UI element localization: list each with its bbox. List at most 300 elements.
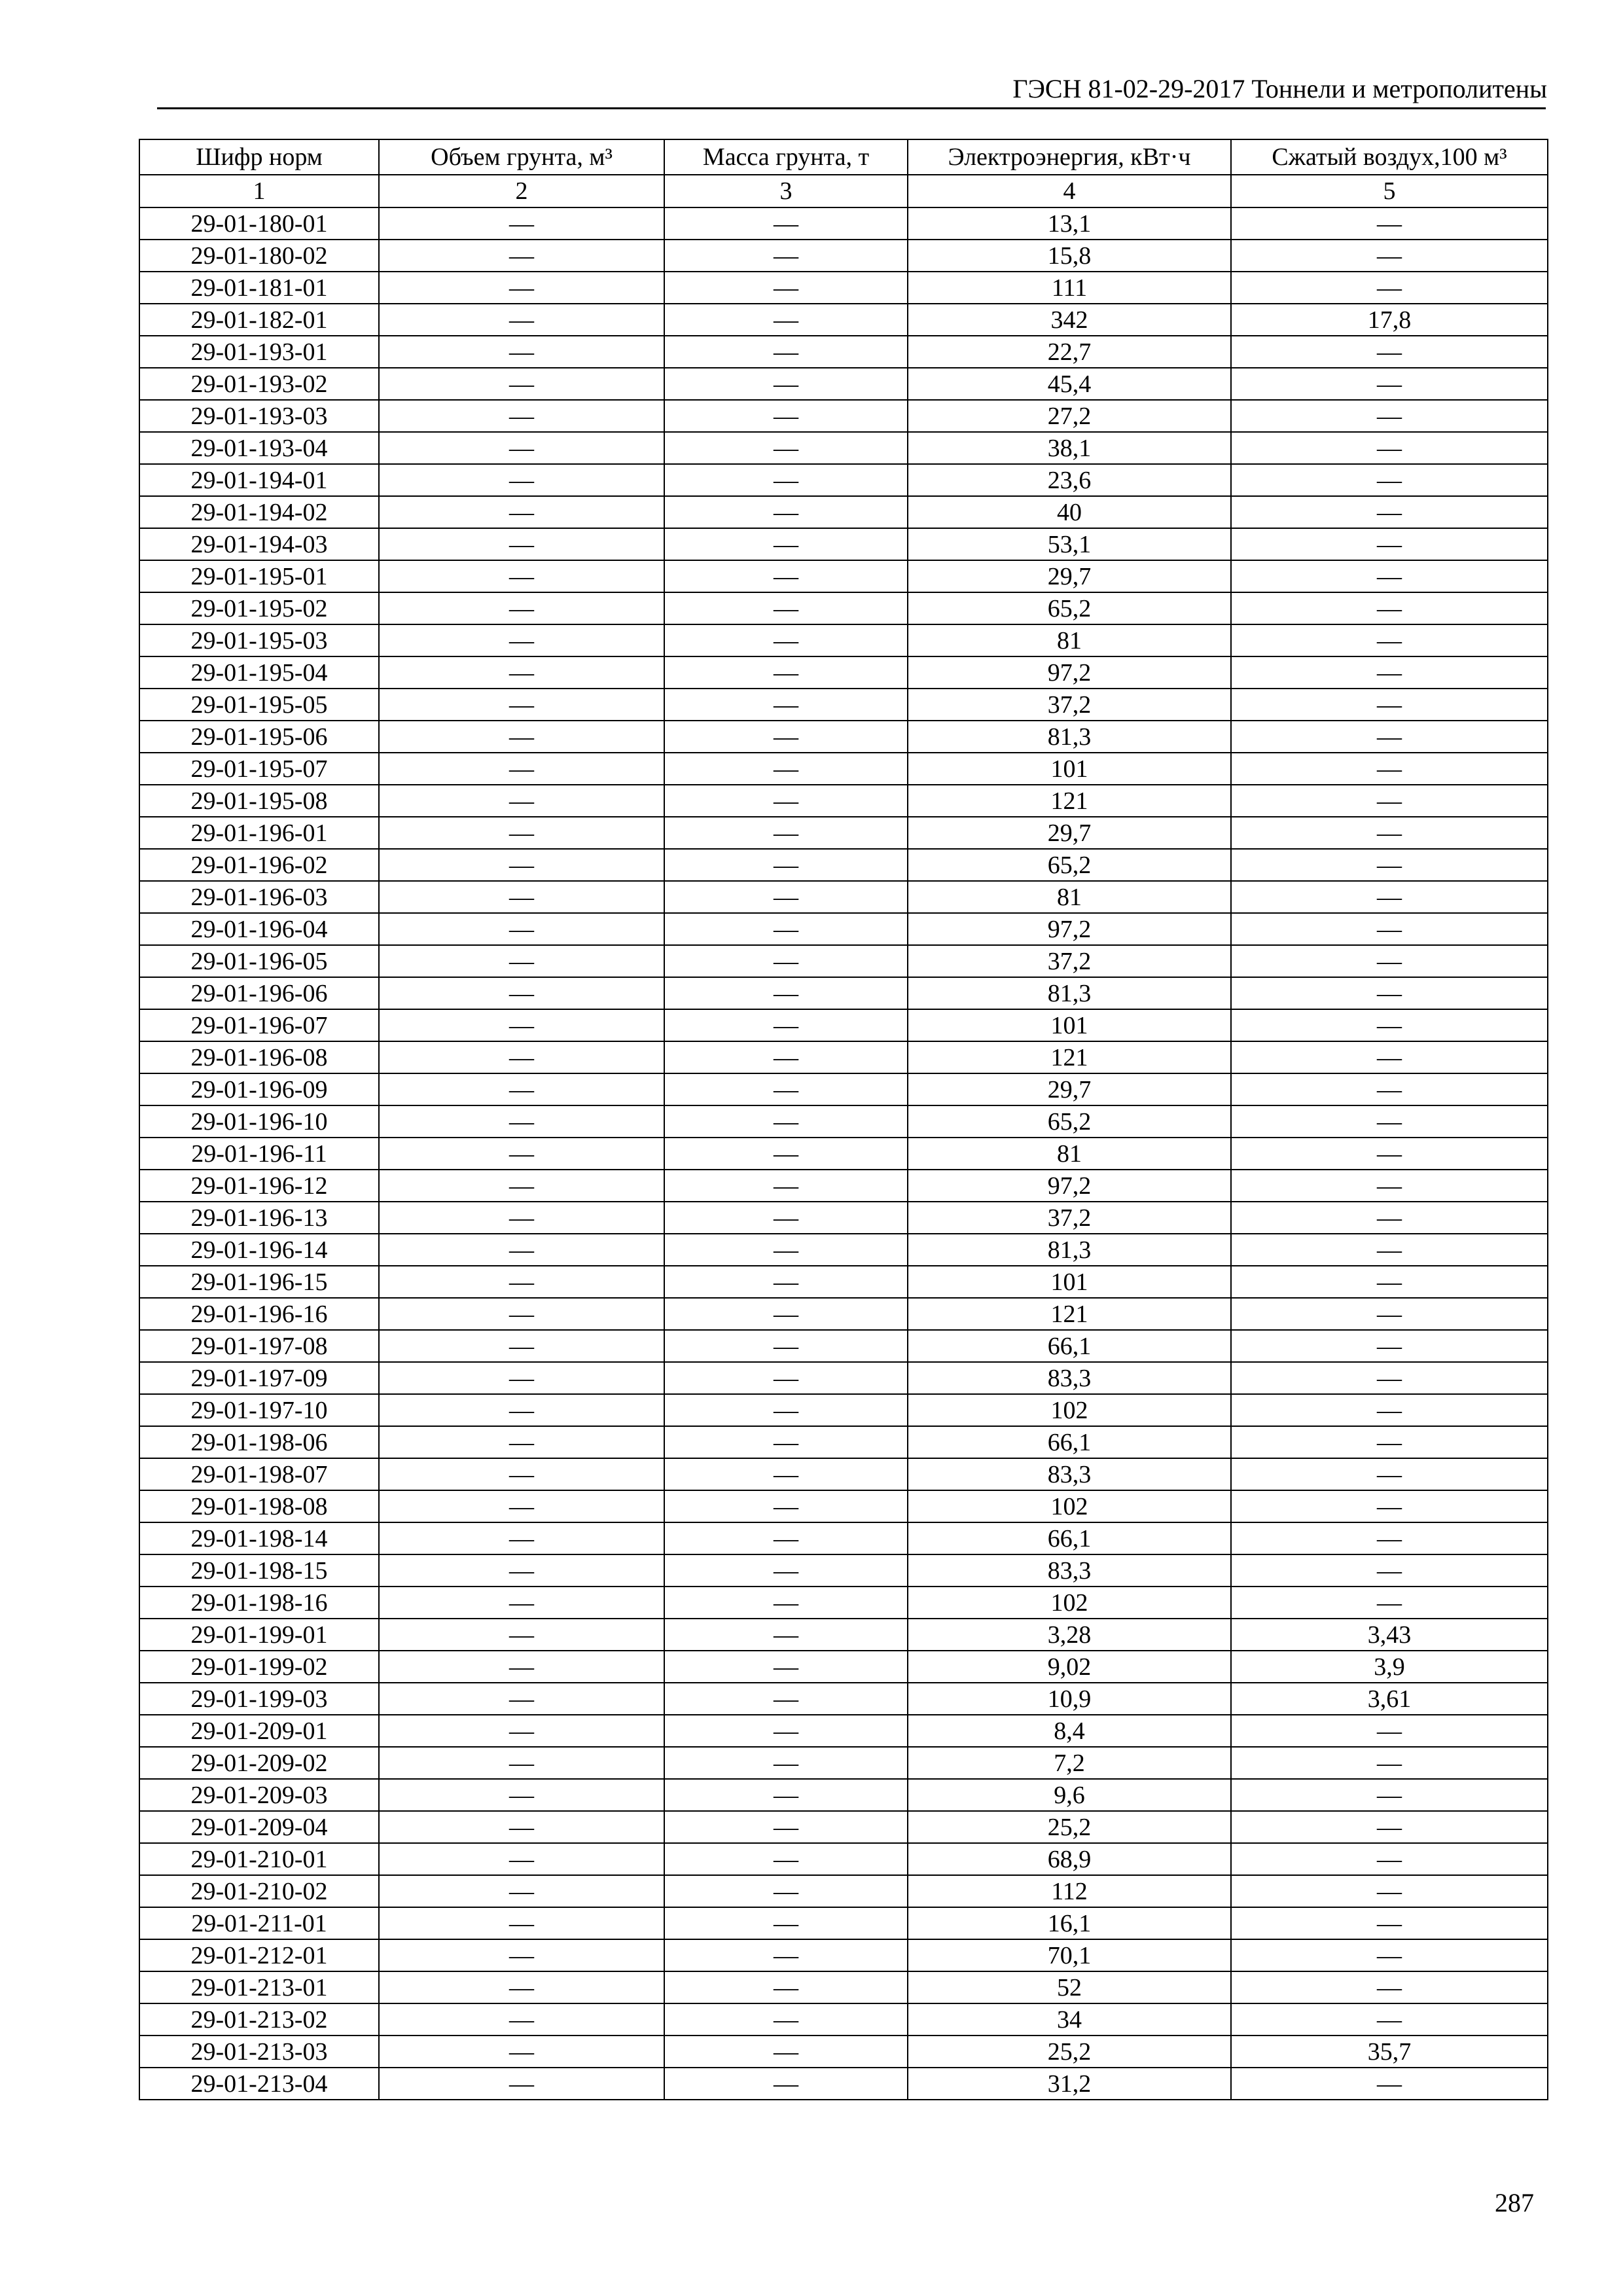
- soil-volume-cell: —: [379, 689, 664, 721]
- soil-volume-cell: —: [379, 240, 664, 272]
- electricity-cell: 31,2: [908, 2068, 1231, 2100]
- table-row: [139, 1971, 1548, 2003]
- norm-code-cell: 29-01-193-02: [139, 368, 379, 400]
- soil-mass-cell: —: [664, 240, 908, 272]
- soil-volume-cell: —: [379, 785, 664, 817]
- table-row: [139, 336, 1548, 368]
- electricity-cell: 70,1: [908, 1939, 1231, 1971]
- table-row: [139, 753, 1548, 785]
- soil-mass-cell: —: [664, 1939, 908, 1971]
- soil-volume-cell: —: [379, 1330, 664, 1362]
- norm-code-cell: 29-01-193-03: [139, 400, 379, 432]
- electricity-cell: 97,2: [908, 1170, 1231, 1202]
- electricity-cell: 66,1: [908, 1522, 1231, 1554]
- soil-mass-cell: —: [664, 689, 908, 721]
- soil-mass-cell: —: [664, 624, 908, 656]
- soil-mass-cell: —: [664, 1170, 908, 1202]
- soil-mass-cell: —: [664, 1138, 908, 1170]
- compressed-air-cell: —: [1231, 849, 1548, 881]
- electricity-cell: 34: [908, 2003, 1231, 2036]
- electricity-cell: 102: [908, 1587, 1231, 1619]
- table-row: [139, 1073, 1548, 1105]
- soil-volume-cell: —: [379, 368, 664, 400]
- norm-code-cell: 29-01-196-14: [139, 1234, 379, 1266]
- table-row: [139, 1105, 1548, 1138]
- compressed-air-cell: —: [1231, 1490, 1548, 1522]
- soil-mass-cell: —: [664, 977, 908, 1009]
- soil-mass-cell: —: [664, 560, 908, 592]
- norm-code-cell: 29-01-213-04: [139, 2068, 379, 2100]
- soil-mass-cell: —: [664, 656, 908, 689]
- table-row: [139, 817, 1548, 849]
- soil-mass-cell: —: [664, 1779, 908, 1811]
- table-row: [139, 1009, 1548, 1041]
- compressed-air-cell: 17,8: [1231, 304, 1548, 336]
- soil-mass-cell: —: [664, 753, 908, 785]
- electricity-cell: 52: [908, 1971, 1231, 2003]
- compressed-air-cell: —: [1231, 1715, 1548, 1747]
- soil-volume-cell: —: [379, 1587, 664, 1619]
- electricity-cell: 81: [908, 1138, 1231, 1170]
- compressed-air-cell: —: [1231, 624, 1548, 656]
- column-header-soil-mass: Масса грунта, т: [664, 139, 908, 175]
- norms-table: [139, 139, 1548, 2100]
- table-row: [139, 1843, 1548, 1875]
- compressed-air-cell: 3,9: [1231, 1651, 1548, 1683]
- table-row: [139, 881, 1548, 913]
- soil-mass-cell: —: [664, 1362, 908, 1394]
- table-row: [139, 849, 1548, 881]
- electricity-cell: 45,4: [908, 368, 1231, 400]
- norm-code-cell: 29-01-195-02: [139, 592, 379, 624]
- soil-mass-cell: —: [664, 1009, 908, 1041]
- soil-mass-cell: —: [664, 945, 908, 977]
- compressed-air-cell: —: [1231, 1939, 1548, 1971]
- compressed-air-cell: —: [1231, 400, 1548, 432]
- compressed-air-cell: —: [1231, 560, 1548, 592]
- table-row: [139, 1234, 1548, 1266]
- electricity-cell: 23,6: [908, 464, 1231, 496]
- electricity-cell: 10,9: [908, 1683, 1231, 1715]
- norm-code-cell: 29-01-194-03: [139, 528, 379, 560]
- compressed-air-cell: —: [1231, 2068, 1548, 2100]
- table-row: [139, 240, 1548, 272]
- soil-volume-cell: —: [379, 945, 664, 977]
- soil-volume-cell: —: [379, 817, 664, 849]
- table-row: [139, 1394, 1548, 1426]
- norm-code-cell: 29-01-198-14: [139, 1522, 379, 1554]
- compressed-air-cell: —: [1231, 945, 1548, 977]
- soil-volume-cell: —: [379, 560, 664, 592]
- soil-volume-cell: —: [379, 528, 664, 560]
- compressed-air-cell: —: [1231, 368, 1548, 400]
- soil-mass-cell: —: [664, 1522, 908, 1554]
- norm-code-cell: 29-01-196-03: [139, 881, 379, 913]
- electricity-cell: 102: [908, 1394, 1231, 1426]
- soil-mass-cell: —: [664, 1330, 908, 1362]
- norm-code-cell: 29-01-198-15: [139, 1554, 379, 1587]
- compressed-air-cell: —: [1231, 1522, 1548, 1554]
- soil-volume-cell: —: [379, 1298, 664, 1330]
- compressed-air-cell: 3,43: [1231, 1619, 1548, 1651]
- electricity-cell: 65,2: [908, 849, 1231, 881]
- norm-code-cell: 29-01-213-03: [139, 2036, 379, 2068]
- norm-code-cell: 29-01-199-02: [139, 1651, 379, 1683]
- soil-volume-cell: —: [379, 272, 664, 304]
- compressed-air-cell: —: [1231, 528, 1548, 560]
- table-row: [139, 785, 1548, 817]
- soil-volume-cell: —: [379, 1811, 664, 1843]
- table-header-row: [139, 139, 1548, 175]
- compressed-air-cell: —: [1231, 207, 1548, 240]
- norm-code-cell: 29-01-197-08: [139, 1330, 379, 1362]
- norm-code-cell: 29-01-199-03: [139, 1683, 379, 1715]
- electricity-cell: 9,6: [908, 1779, 1231, 1811]
- table-row: [139, 945, 1548, 977]
- norm-code-cell: 29-01-198-08: [139, 1490, 379, 1522]
- electricity-cell: 81: [908, 881, 1231, 913]
- table-row: [139, 913, 1548, 945]
- table-row: [139, 1362, 1548, 1394]
- soil-mass-cell: —: [664, 1234, 908, 1266]
- soil-mass-cell: —: [664, 1811, 908, 1843]
- soil-mass-cell: —: [664, 1907, 908, 1939]
- soil-mass-cell: —: [664, 1651, 908, 1683]
- compressed-air-cell: —: [1231, 913, 1548, 945]
- soil-volume-cell: —: [379, 304, 664, 336]
- compressed-air-cell: —: [1231, 1811, 1548, 1843]
- electricity-cell: 112: [908, 1875, 1231, 1907]
- table-row: [139, 1651, 1548, 1683]
- soil-volume-cell: —: [379, 1522, 664, 1554]
- norm-code-cell: 29-01-196-04: [139, 913, 379, 945]
- compressed-air-cell: —: [1231, 240, 1548, 272]
- compressed-air-cell: —: [1231, 1554, 1548, 1587]
- norm-code-cell: 29-01-210-01: [139, 1843, 379, 1875]
- soil-volume-cell: —: [379, 1041, 664, 1073]
- norm-code-cell: 29-01-196-10: [139, 1105, 379, 1138]
- soil-volume-cell: —: [379, 464, 664, 496]
- electricity-cell: 15,8: [908, 240, 1231, 272]
- electricity-cell: 342: [908, 304, 1231, 336]
- soil-mass-cell: —: [664, 2003, 908, 2036]
- electricity-cell: 7,2: [908, 1747, 1231, 1779]
- electricity-cell: 37,2: [908, 689, 1231, 721]
- soil-volume-cell: —: [379, 400, 664, 432]
- soil-volume-cell: —: [379, 1073, 664, 1105]
- soil-mass-cell: —: [664, 336, 908, 368]
- norm-code-cell: 29-01-209-04: [139, 1811, 379, 1843]
- electricity-cell: 81,3: [908, 721, 1231, 753]
- table-row: [139, 1490, 1548, 1522]
- soil-volume-cell: —: [379, 1362, 664, 1394]
- table-row: [139, 368, 1548, 400]
- compressed-air-cell: —: [1231, 1041, 1548, 1073]
- compressed-air-cell: —: [1231, 785, 1548, 817]
- norm-code-cell: 29-01-197-10: [139, 1394, 379, 1426]
- norm-code-cell: 29-01-196-02: [139, 849, 379, 881]
- compressed-air-cell: —: [1231, 753, 1548, 785]
- compressed-air-cell: —: [1231, 1105, 1548, 1138]
- electricity-cell: 121: [908, 1041, 1231, 1073]
- electricity-cell: 40: [908, 496, 1231, 528]
- soil-volume-cell: —: [379, 1907, 664, 1939]
- electricity-cell: 97,2: [908, 656, 1231, 689]
- column-number-row: [139, 175, 1548, 207]
- soil-volume-cell: —: [379, 1138, 664, 1170]
- compressed-air-cell: —: [1231, 336, 1548, 368]
- soil-mass-cell: —: [664, 1458, 908, 1490]
- table-row: [139, 1587, 1548, 1619]
- norm-code-cell: 29-01-182-01: [139, 304, 379, 336]
- soil-mass-cell: —: [664, 1587, 908, 1619]
- norm-code-cell: 29-01-194-02: [139, 496, 379, 528]
- table-row: [139, 1170, 1548, 1202]
- table-row: [139, 1202, 1548, 1234]
- soil-mass-cell: —: [664, 432, 908, 464]
- document-header-title: ГЭСН 81-02-29-2017 Тоннели и метрополитены: [1012, 74, 1547, 103]
- soil-volume-cell: —: [379, 496, 664, 528]
- table-row: [139, 1138, 1548, 1170]
- electricity-cell: 121: [908, 1298, 1231, 1330]
- soil-volume-cell: —: [379, 1971, 664, 2003]
- soil-mass-cell: —: [664, 1747, 908, 1779]
- compressed-air-cell: —: [1231, 496, 1548, 528]
- compressed-air-cell: —: [1231, 592, 1548, 624]
- compressed-air-cell: —: [1231, 1394, 1548, 1426]
- soil-volume-cell: —: [379, 1939, 664, 1971]
- electricity-cell: 29,7: [908, 560, 1231, 592]
- column-header-soil-volume: Объем грунта, м³: [379, 139, 664, 175]
- table-row: [139, 1619, 1548, 1651]
- norm-code-cell: 29-01-198-06: [139, 1426, 379, 1458]
- norm-code-cell: 29-01-196-08: [139, 1041, 379, 1073]
- compressed-air-cell: —: [1231, 1907, 1548, 1939]
- soil-volume-cell: —: [379, 753, 664, 785]
- soil-volume-cell: —: [379, 1458, 664, 1490]
- table-row: [139, 2003, 1548, 2036]
- soil-mass-cell: —: [664, 1426, 908, 1458]
- compressed-air-cell: 35,7: [1231, 2036, 1548, 2068]
- norm-code-cell: 29-01-199-01: [139, 1619, 379, 1651]
- compressed-air-cell: —: [1231, 656, 1548, 689]
- soil-volume-cell: —: [379, 2003, 664, 2036]
- table-row: [139, 656, 1548, 689]
- soil-mass-cell: —: [664, 2068, 908, 2100]
- soil-volume-cell: —: [379, 1683, 664, 1715]
- table-row: [139, 528, 1548, 560]
- electricity-cell: 101: [908, 753, 1231, 785]
- norm-code-cell: 29-01-195-08: [139, 785, 379, 817]
- soil-mass-cell: —: [664, 1266, 908, 1298]
- soil-mass-cell: —: [664, 817, 908, 849]
- soil-volume-cell: —: [379, 977, 664, 1009]
- norm-code-cell: 29-01-213-02: [139, 2003, 379, 2036]
- compressed-air-cell: —: [1231, 2003, 1548, 2036]
- soil-volume-cell: —: [379, 1779, 664, 1811]
- column-header-compressed-air: Сжатый воздух,100 м³: [1231, 139, 1548, 175]
- soil-volume-cell: —: [379, 1619, 664, 1651]
- soil-mass-cell: —: [664, 1298, 908, 1330]
- soil-volume-cell: —: [379, 1009, 664, 1041]
- compressed-air-cell: 3,61: [1231, 1683, 1548, 1715]
- soil-mass-cell: —: [664, 881, 908, 913]
- norm-code-cell: 29-01-195-04: [139, 656, 379, 689]
- electricity-cell: 37,2: [908, 1202, 1231, 1234]
- soil-volume-cell: —: [379, 207, 664, 240]
- table-row: [139, 207, 1548, 240]
- column-number: 5: [1231, 175, 1548, 207]
- norm-code-cell: 29-01-195-03: [139, 624, 379, 656]
- norm-code-cell: 29-01-195-07: [139, 753, 379, 785]
- compressed-air-cell: —: [1231, 1843, 1548, 1875]
- soil-volume-cell: —: [379, 1202, 664, 1234]
- soil-volume-cell: —: [379, 721, 664, 753]
- compressed-air-cell: —: [1231, 1170, 1548, 1202]
- electricity-cell: 53,1: [908, 528, 1231, 560]
- norm-code-cell: 29-01-180-02: [139, 240, 379, 272]
- electricity-cell: 83,3: [908, 1554, 1231, 1587]
- compressed-air-cell: —: [1231, 1009, 1548, 1041]
- norm-code-cell: 29-01-196-01: [139, 817, 379, 849]
- electricity-cell: 9,02: [908, 1651, 1231, 1683]
- column-header-norm-code: Шифр норм: [139, 139, 379, 175]
- column-number: 2: [379, 175, 664, 207]
- table-row: [139, 1715, 1548, 1747]
- table-row: [139, 464, 1548, 496]
- compressed-air-cell: —: [1231, 817, 1548, 849]
- compressed-air-cell: —: [1231, 1330, 1548, 1362]
- soil-volume-cell: —: [379, 881, 664, 913]
- table-row: [139, 1907, 1548, 1939]
- soil-volume-cell: —: [379, 1875, 664, 1907]
- soil-volume-cell: —: [379, 656, 664, 689]
- electricity-cell: 66,1: [908, 1330, 1231, 1362]
- compressed-air-cell: —: [1231, 1747, 1548, 1779]
- soil-mass-cell: —: [664, 1554, 908, 1587]
- electricity-cell: 22,7: [908, 336, 1231, 368]
- soil-mass-cell: —: [664, 272, 908, 304]
- table-row: [139, 304, 1548, 336]
- soil-mass-cell: —: [664, 1041, 908, 1073]
- soil-mass-cell: —: [664, 1105, 908, 1138]
- table-row: [139, 977, 1548, 1009]
- compressed-air-cell: —: [1231, 1362, 1548, 1394]
- soil-volume-cell: —: [379, 1394, 664, 1426]
- soil-volume-cell: —: [379, 432, 664, 464]
- soil-mass-cell: —: [664, 849, 908, 881]
- norm-code-cell: 29-01-210-02: [139, 1875, 379, 1907]
- norm-code-cell: 29-01-180-01: [139, 207, 379, 240]
- table-row: [139, 432, 1548, 464]
- norm-code-cell: 29-01-198-16: [139, 1587, 379, 1619]
- soil-mass-cell: —: [664, 1073, 908, 1105]
- norm-code-cell: 29-01-194-01: [139, 464, 379, 496]
- soil-mass-cell: —: [664, 1843, 908, 1875]
- table-row: [139, 2068, 1548, 2100]
- compressed-air-cell: —: [1231, 881, 1548, 913]
- norm-code-cell: 29-01-195-01: [139, 560, 379, 592]
- electricity-cell: 81,3: [908, 1234, 1231, 1266]
- table-row: [139, 1939, 1548, 1971]
- soil-mass-cell: —: [664, 1394, 908, 1426]
- soil-mass-cell: —: [664, 785, 908, 817]
- table-row: [139, 1522, 1548, 1554]
- norm-code-cell: 29-01-197-09: [139, 1362, 379, 1394]
- compressed-air-cell: —: [1231, 1971, 1548, 2003]
- compressed-air-cell: —: [1231, 1426, 1548, 1458]
- soil-mass-cell: —: [664, 368, 908, 400]
- soil-volume-cell: —: [379, 592, 664, 624]
- electricity-cell: 68,9: [908, 1843, 1231, 1875]
- soil-volume-cell: —: [379, 2036, 664, 2068]
- electricity-cell: 97,2: [908, 913, 1231, 945]
- soil-volume-cell: —: [379, 1843, 664, 1875]
- soil-volume-cell: —: [379, 1266, 664, 1298]
- column-number: 4: [908, 175, 1231, 207]
- table-body: [139, 207, 1548, 2100]
- norm-code-cell: 29-01-193-01: [139, 336, 379, 368]
- norm-code-cell: 29-01-212-01: [139, 1939, 379, 1971]
- compressed-air-cell: —: [1231, 1779, 1548, 1811]
- electricity-cell: 121: [908, 785, 1231, 817]
- norm-code-cell: 29-01-196-15: [139, 1266, 379, 1298]
- soil-mass-cell: —: [664, 1971, 908, 2003]
- soil-volume-cell: —: [379, 1554, 664, 1587]
- norm-code-cell: 29-01-196-13: [139, 1202, 379, 1234]
- soil-volume-cell: —: [379, 1490, 664, 1522]
- norm-code-cell: 29-01-196-06: [139, 977, 379, 1009]
- table-row: [139, 272, 1548, 304]
- compressed-air-cell: —: [1231, 977, 1548, 1009]
- norm-code-cell: 29-01-196-12: [139, 1170, 379, 1202]
- norm-code-cell: 29-01-181-01: [139, 272, 379, 304]
- compressed-air-cell: —: [1231, 721, 1548, 753]
- table-row: [139, 689, 1548, 721]
- table-row: [139, 1426, 1548, 1458]
- electricity-cell: 25,2: [908, 1811, 1231, 1843]
- table-row: [139, 1041, 1548, 1073]
- soil-mass-cell: —: [664, 1490, 908, 1522]
- electricity-cell: 38,1: [908, 432, 1231, 464]
- soil-mass-cell: —: [664, 464, 908, 496]
- compressed-air-cell: —: [1231, 1458, 1548, 1490]
- soil-volume-cell: —: [379, 2068, 664, 2100]
- compressed-air-cell: —: [1231, 689, 1548, 721]
- table-row: [139, 400, 1548, 432]
- compressed-air-cell: —: [1231, 1202, 1548, 1234]
- soil-volume-cell: —: [379, 624, 664, 656]
- norm-code-cell: 29-01-193-04: [139, 432, 379, 464]
- norm-code-cell: 29-01-198-07: [139, 1458, 379, 1490]
- electricity-cell: 102: [908, 1490, 1231, 1522]
- compressed-air-cell: —: [1231, 272, 1548, 304]
- electricity-cell: 111: [908, 272, 1231, 304]
- soil-volume-cell: —: [379, 849, 664, 881]
- soil-mass-cell: —: [664, 400, 908, 432]
- table-row: [139, 1330, 1548, 1362]
- norm-code-cell: 29-01-211-01: [139, 1907, 379, 1939]
- compressed-air-cell: —: [1231, 1298, 1548, 1330]
- soil-mass-cell: —: [664, 528, 908, 560]
- page-number: 287: [1495, 2188, 1534, 2217]
- table-row: [139, 721, 1548, 753]
- soil-volume-cell: —: [379, 1426, 664, 1458]
- norm-code-cell: 29-01-196-05: [139, 945, 379, 977]
- soil-volume-cell: —: [379, 1715, 664, 1747]
- electricity-cell: 101: [908, 1009, 1231, 1041]
- soil-volume-cell: —: [379, 1234, 664, 1266]
